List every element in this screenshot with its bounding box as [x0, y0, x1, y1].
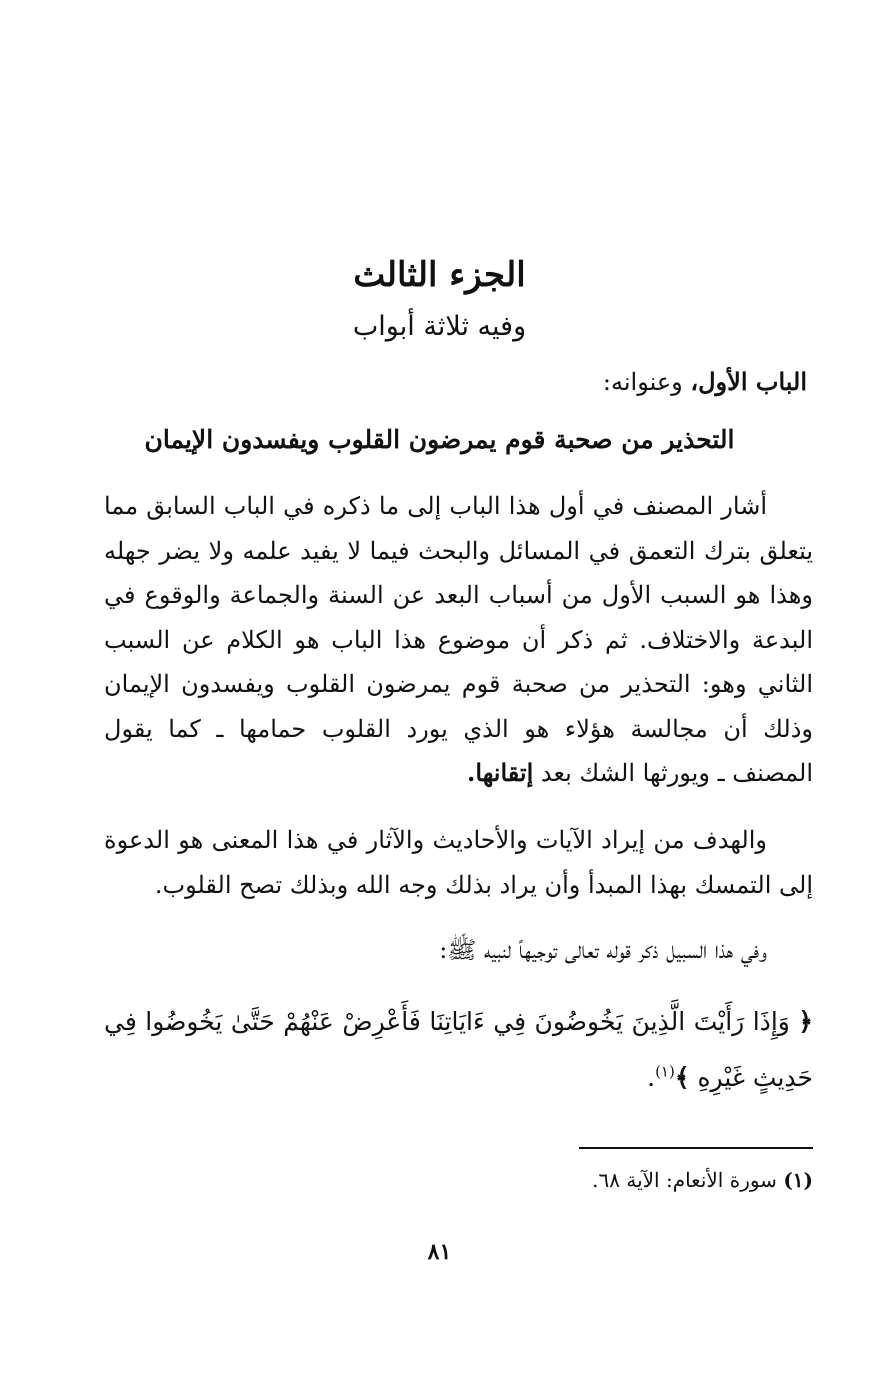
chapter-label-suffix: وعنوانه:: [602, 368, 691, 396]
verse-text: وَإِذَا رَأَيْتَ الَّذِينَ يَخُوضُونَ فِي ءَايَاتِنَا فَأَعْرِضْ عَنْهُمْ حَتَّىٰ يَخُوضُوا فِي حَدِيثٍ غَيْرِهِ: [104, 1007, 813, 1092]
paragraph-intro: [104, 484, 813, 796]
verse-open-brace: ﴿: [798, 1007, 813, 1036]
footnote-reference: (١): [655, 1062, 675, 1081]
chapter-title: التحذير من صحبة قوم يمرضون القلوب ويفسدون الإيمان: [144, 425, 735, 454]
paragraph-verse-intro: وفي هذا السبيل ذكر قوله تعالى توجيهاً لنبيه ﷺ:: [439, 936, 767, 964]
chapter-label: الباب الأول،: [690, 367, 807, 396]
page-number: ٨١: [427, 1239, 452, 1265]
footnote-divider: [579, 1147, 813, 1149]
paragraph-goal: والهدف من إيراد الآيات والأحاديث والآثار في هذا المعنى هو الدعوة إلى التمسك بهذا المبدأ وأن يراد بذلك وجه الله وبذلك تصح القلوب.: [104, 826, 813, 899]
footnote-number: (١): [783, 1168, 813, 1192]
part-title: الجزء الثالث: [353, 255, 526, 295]
footnote: [104, 1160, 813, 1200]
part-subtitle: وفيه ثلاثة أبواب: [352, 311, 527, 342]
footnote-text: سورة الأنعام: الآية ٦٨.: [592, 1168, 784, 1192]
quran-verse: [104, 994, 813, 1106]
paragraph-intro-text: أشار المصنف في أول هذا الباب إلى ما ذكره في الباب السابق مما يتعلق بترك التعمق في المسائل والبحث فيما لا يفيد علمه ولا يضر جهله وهذا هو السبب الأول من أسباب البعد عن السنة والجماعة والوقوع في البدعة والاختلاف. ثم ذكر أن موضوع هذا الباب هو الكلام عن السبب الثاني وهو: التحذير من صحبة قوم يمرضون القلوب ويفسدون الإيمان وذلك أن مجالسة هؤلاء هو الذي يورد القلوب حمامها ـ كما يقول المصنف ـ ويورثها الشك بعد: [104, 492, 813, 787]
verse-end-period: .: [647, 1063, 656, 1092]
verse-close-brace: ﴾: [674, 1063, 690, 1092]
paragraph-intro-end: إتقانها.: [467, 758, 534, 787]
chapter-heading: [603, 360, 807, 404]
